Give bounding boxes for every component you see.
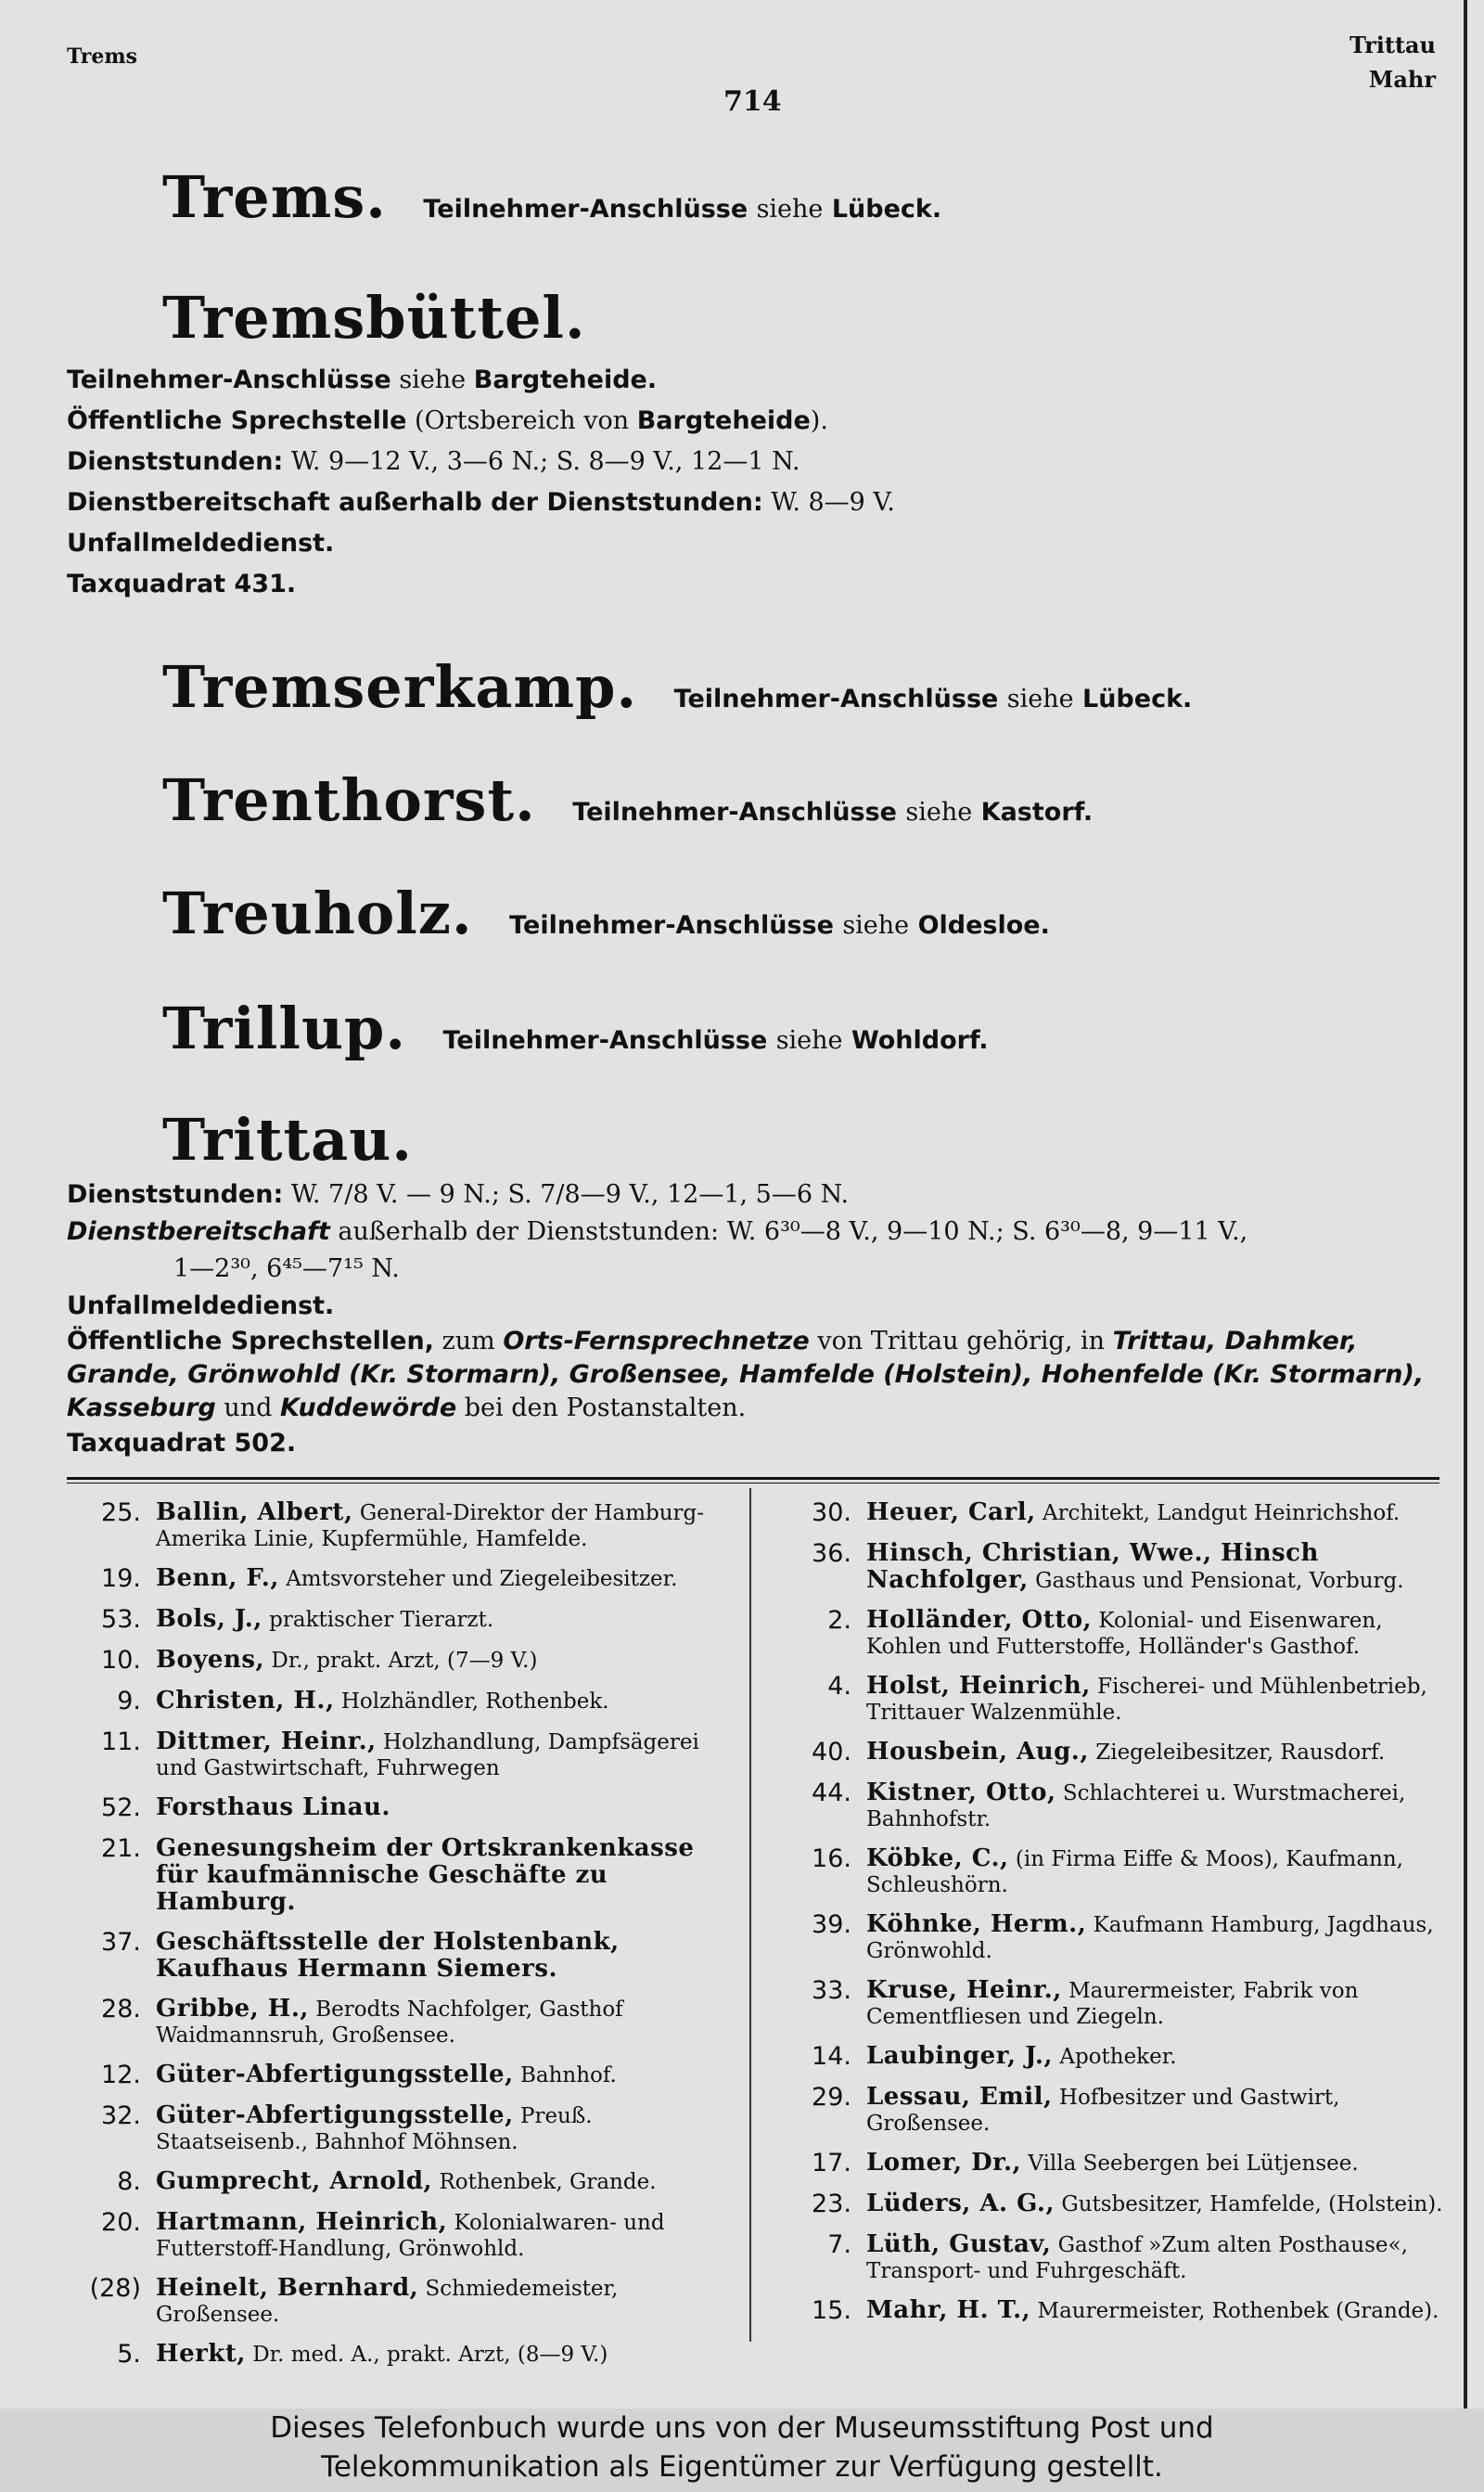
- trittau-info: [67, 1176, 1449, 1462]
- subscriber-name: Heuer, Carl,: [866, 1498, 1036, 1526]
- subscriber-name: Christen, H.,: [156, 1687, 335, 1715]
- subscriber-number: 5.: [117, 2340, 141, 2369]
- info-line: Taxquadrat 502.: [67, 1429, 297, 1458]
- subscriber-name: Hartmann, Heinrich,: [156, 2208, 448, 2236]
- subscriber-description: Architekt, Landgut Heinrichshof.: [1042, 1501, 1401, 1525]
- subscriber-name: Holst, Heinrich,: [866, 1672, 1091, 1700]
- subscriber-description: Berodts Nachfolger, Gasthof Waidmannsruh, Großensee.: [156, 1997, 623, 2048]
- subscriber-number: 4.: [827, 1672, 851, 1701]
- subscriber-name: Bols, J.,: [156, 1605, 262, 1633]
- subscriber-name: Housbein, Aug.,: [866, 1738, 1089, 1766]
- subscriber-text: [866, 2150, 1445, 2177]
- subscriber-entry: [67, 2209, 735, 2262]
- subscriber-name: Köbke, C.,: [866, 1844, 1009, 1872]
- info-line: Unfallmeldedienst.: [67, 1291, 335, 1320]
- subscriber-entry: [777, 1673, 1445, 1726]
- subscriber-number: 36.: [812, 1539, 851, 1568]
- subscriber-name: Geschäftsstelle der Holstenbank, Kaufhaus Hermann Siemers.: [156, 1928, 620, 1983]
- info-line: Öffentliche Sprechstelle (Ortsbereich von Bargteheide).: [67, 406, 828, 435]
- subscriber-text: [156, 2341, 735, 2368]
- subscriber-name: Benn, F.,: [156, 1564, 279, 1592]
- subscriber-description: General-Direktor der Hamburg-Amerika Linie, Kupfermühle, Hamfelde.: [156, 1501, 705, 1551]
- subscriber-entry: [777, 2084, 1445, 2137]
- subscriber-name: Güter-Abfertigungsstelle,: [156, 2061, 514, 2088]
- subscriber-name: Heinelt, Bernhard,: [156, 2274, 419, 2302]
- subscriber-description: Apotheker.: [1059, 2045, 1177, 2069]
- subscriber-number: 29.: [812, 2083, 851, 2112]
- place-trillup: [162, 995, 989, 1062]
- subscriber-entry: [67, 2168, 735, 2196]
- subscriber-number: 11.: [101, 1728, 141, 1756]
- subscriber-name: Mahr, H. T.,: [866, 2296, 1031, 2324]
- subscriber-entry: [67, 1996, 735, 2049]
- subscriber-text: [866, 1977, 1445, 2030]
- subscriber-number: 17.: [812, 2149, 851, 2177]
- subscriber-text: [156, 2102, 735, 2155]
- subscriber-name: Boyens,: [156, 1646, 265, 1674]
- subscriber-description: Gasthaus und Pensionat, Vorburg.: [1035, 1569, 1404, 1593]
- subscriber-entry: [777, 1499, 1445, 1527]
- subscriber-entry: [777, 1911, 1445, 1964]
- subscriber-number: 30.: [812, 1498, 851, 1527]
- subscriber-name: Hinsch, Christian, Wwe., Hinsch Nachfolger,: [866, 1539, 1319, 1594]
- subscriber-description: Ziegeleibesitzer, Rausdorf.: [1095, 1741, 1386, 1765]
- subscriber-text: [156, 1688, 735, 1715]
- subscriber-number: 16.: [812, 1844, 851, 1873]
- subscriber-list-left: [67, 1499, 735, 2382]
- subscriber-text: [156, 2209, 735, 2262]
- running-head-left: Trems: [67, 45, 138, 69]
- subscriber-description: Gasthof »Zum alten Posthause«, Transport- und Fuhrgeschäft.: [866, 2233, 1408, 2283]
- place-name: Trillup.: [162, 995, 406, 1062]
- subscriber-description: praktischer Tierarzt.: [269, 1608, 494, 1632]
- subscriber-number: 40.: [812, 1738, 851, 1766]
- info-line: Taxquadrat 431.: [67, 570, 297, 598]
- place-name: Trittau.: [162, 1106, 413, 1174]
- subscriber-text: [866, 1739, 1445, 1766]
- subscriber-text: [866, 1607, 1445, 1660]
- place-name: Tremserkamp.: [162, 653, 638, 721]
- subscriber-entry: [777, 1845, 1445, 1898]
- running-head-right-bottom: Mahr: [1368, 66, 1436, 94]
- subscriber-number: (28): [89, 2274, 141, 2303]
- subscriber-name: Kistner, Otto,: [866, 1779, 1056, 1806]
- place-note: Teilnehmer-Anschlüsse siehe Lübeck.: [423, 195, 942, 224]
- subscriber-text: [156, 1728, 735, 1781]
- section-rule: [67, 1477, 1439, 1480]
- subscriber-description: Schmiedemeister, Großensee.: [156, 2277, 619, 2327]
- subscriber-entry: [67, 2102, 735, 2155]
- place-name: Trems.: [162, 163, 387, 231]
- subscriber-number: 2.: [827, 1606, 851, 1635]
- subscriber-text: [156, 1996, 735, 2049]
- info-line: Dienstbereitschaft außerhalb der Dienststunden: W. 8—9 V.: [67, 488, 895, 517]
- info-line: 1—2³⁰, 6⁴⁵—7¹⁵ N.: [173, 1254, 400, 1283]
- footer-line-1: Dieses Telefonbuch wurde uns von der Museumsstiftung Post und: [270, 2411, 1214, 2445]
- subscriber-number: 39.: [812, 1910, 851, 1939]
- subscriber-number: 10.: [101, 1646, 141, 1675]
- subscriber-name: Laubinger, J.,: [866, 2042, 1054, 2070]
- subscriber-text: [866, 2297, 1445, 2324]
- subscriber-description: Kolonialwaren- und Futterstoff-Handlung, Grönwohld.: [156, 2211, 665, 2261]
- subscriber-list-right: [777, 1499, 1445, 2338]
- subscriber-text: [156, 1499, 735, 1552]
- place-note: Teilnehmer-Anschlüsse siehe Wohldorf.: [442, 1026, 989, 1055]
- subscriber-name: Dittmer, Heinr.,: [156, 1728, 377, 1755]
- subscriber-name: Gumprecht, Arnold,: [156, 2167, 433, 2195]
- info-paragraph: Öffentliche Sprechstellen, zum Orts-Fernsprechnetze von Trittau gehörig, in Trittau, Dahmker, Grande, Grönwohld (Kr. Stormarn), Großensee, Hamfelde (Holstein), Hohenfelde (Kr. Stormarn), Kasseburg und Kuddewörde bei den Postanstalten.: [67, 1327, 1425, 1422]
- subscriber-number: 21.: [101, 1834, 141, 1863]
- subscriber-number: 33.: [812, 1976, 851, 2005]
- subscriber-number: 14.: [812, 2042, 851, 2071]
- subscriber-text: [156, 2062, 735, 2088]
- subscriber-entry: [67, 1688, 735, 1715]
- section-rule-thin: [67, 1483, 1439, 1484]
- place-tremserkamp: [162, 653, 1192, 721]
- subscriber-name: Lüders, A. G.,: [866, 2190, 1055, 2217]
- subscriber-number: 20.: [101, 2208, 141, 2237]
- subscriber-description: Bahnhof.: [519, 2063, 617, 2087]
- info-line: Dienststunden: W. 9—12 V., 3—6 N.; S. 8—9 V., 12—1 N.: [67, 447, 800, 476]
- subscriber-number: 25.: [101, 1498, 141, 1527]
- subscriber-number: 52.: [101, 1793, 141, 1822]
- place-note: Teilnehmer-Anschlüsse siehe Kastorf.: [572, 798, 1094, 827]
- subscriber-text: [156, 2275, 735, 2328]
- subscriber-text: [866, 1540, 1445, 1594]
- subscriber-entry: [67, 1606, 735, 1634]
- place-trems: [162, 163, 941, 231]
- subscriber-number: 53.: [101, 1605, 141, 1634]
- subscriber-description: Maurermeister, Rothenbek (Grande).: [1037, 2299, 1439, 2323]
- subscriber-name: Holländer, Otto,: [866, 1606, 1093, 1634]
- subscriber-text: [866, 1779, 1445, 1832]
- subscriber-entry: [777, 2297, 1445, 2325]
- subscriber-text: [156, 1794, 735, 1821]
- subscriber-name: Lomer, Dr.,: [866, 2149, 1022, 2177]
- subscriber-number: 12.: [101, 2061, 141, 2089]
- subscriber-entry: [777, 2190, 1445, 2218]
- subscriber-number: 8.: [117, 2167, 141, 2196]
- subscriber-entry: [777, 2043, 1445, 2071]
- subscriber-name: Herkt,: [156, 2340, 246, 2368]
- subscriber-number: 28.: [101, 1995, 141, 2023]
- subscriber-entry: [67, 2275, 735, 2328]
- subscriber-name: Güter-Abfertigungsstelle,: [156, 2101, 514, 2129]
- info-line: Dienststunden: W. 7/8 V. — 9 N.; S. 7/8—9 V., 12—1, 5—6 N.: [67, 1180, 850, 1209]
- subscriber-text: [156, 1565, 735, 1592]
- page-edge-shadow: [1464, 0, 1467, 2409]
- subscriber-description: Gutsbesitzer, Hamfelde, (Holstein).: [1061, 2192, 1443, 2216]
- info-line: Dienstbereitschaft außerhalb der Dienststunden: W. 6³⁰—8 V., 9—10 N.; S. 6³⁰—8, 9—11 V.,: [67, 1217, 1248, 1246]
- place-trittau: [162, 1106, 413, 1174]
- tremsbuettel-info: [67, 360, 1449, 605]
- subscriber-description: Amtsvorsteher und Ziegeleibesitzer.: [286, 1567, 678, 1591]
- column-divider: [749, 1488, 751, 2342]
- subscriber-number: 7.: [827, 2230, 851, 2259]
- subscriber-entry: [67, 1929, 735, 1983]
- place-treuholz: [162, 880, 1050, 947]
- subscriber-description: Kolonial- und Eisenwaren, Kohlen und Futterstoffe, Holländer's Gasthof.: [866, 1609, 1383, 1659]
- subscriber-text: [156, 1647, 735, 1674]
- subscriber-text: [866, 2084, 1445, 2137]
- subscriber-entry: [777, 2231, 1445, 2284]
- subscriber-entry: [777, 1607, 1445, 1660]
- subscriber-description: Preuß. Staatseisenb., Bahnhof Möhnsen.: [156, 2104, 593, 2154]
- subscriber-text: [866, 1499, 1445, 1526]
- subscriber-entry: [777, 1779, 1445, 1832]
- place-note: Teilnehmer-Anschlüsse siehe Oldesloe.: [509, 911, 1050, 940]
- subscriber-number: 37.: [101, 1928, 141, 1957]
- page-number: 714: [723, 85, 782, 118]
- running-head-right-top: Trittau: [1349, 32, 1436, 58]
- subscriber-entry: [67, 2062, 735, 2089]
- subscriber-entry: [67, 1499, 735, 1552]
- subscriber-description: (in Firma Eiffe & Moos), Kaufmann, Schleushörn.: [866, 1847, 1403, 1897]
- subscriber-text: [866, 2043, 1445, 2070]
- subscriber-description: Villa Seebergen bei Lütjensee.: [1028, 2152, 1359, 2176]
- running-head-right: [1350, 28, 1436, 96]
- subscriber-entry: [67, 1728, 735, 1781]
- subscriber-description: Maurermeister, Fabrik von Cementfliesen und Ziegeln.: [866, 1979, 1359, 2029]
- subscriber-name: Gribbe, H.,: [156, 1995, 309, 2023]
- subscriber-text: [866, 1673, 1445, 1726]
- subscriber-text: [866, 2231, 1445, 2284]
- subscriber-entry: [777, 1739, 1445, 1766]
- subscriber-entry: [67, 1794, 735, 1822]
- subscriber-description: Holzhändler, Rothenbek.: [340, 1689, 609, 1714]
- subscriber-entry: [777, 1540, 1445, 1594]
- subscriber-number: 15.: [812, 2296, 851, 2325]
- subscriber-text: [866, 1845, 1445, 1898]
- subscriber-number: 23.: [812, 2190, 851, 2218]
- place-name: Tremsbüttel.: [162, 284, 586, 352]
- footer-notice: [0, 2409, 1484, 2492]
- subscriber-name: Forsthaus Linau.: [156, 1793, 390, 1821]
- subscriber-entry: [67, 1647, 735, 1675]
- subscriber-number: 9.: [117, 1687, 141, 1715]
- subscriber-number: 44.: [812, 1779, 851, 1807]
- place-note: Teilnehmer-Anschlüsse siehe Lübeck.: [673, 685, 1193, 713]
- subscriber-number: 32.: [101, 2101, 141, 2130]
- subscriber-name: Lessau, Emil,: [866, 2083, 1053, 2111]
- subscriber-entry: [67, 2341, 735, 2369]
- subscriber-description: Dr., prakt. Arzt, (7—9 V.): [271, 1649, 538, 1673]
- place-trenthorst: [162, 766, 1093, 834]
- subscriber-entry: [777, 2150, 1445, 2177]
- subscriber-text: [156, 1606, 735, 1633]
- info-line: Unfallmeldedienst.: [67, 529, 335, 558]
- subscriber-description: Rothenbek, Grande.: [439, 2170, 657, 2194]
- subscriber-name: Lüth, Gustav,: [866, 2230, 1052, 2258]
- subscriber-description: Fischerei- und Mühlenbetrieb, Trittauer Walzenmühle.: [866, 1675, 1427, 1725]
- subscriber-text: [156, 2168, 735, 2195]
- subscriber-entry: [67, 1835, 735, 1916]
- subscriber-text: [866, 1911, 1445, 1964]
- subscriber-name: Kruse, Heinr.,: [866, 1976, 1062, 2004]
- subscriber-description: Dr. med. A., prakt. Arzt, (8—9 V.): [252, 2343, 608, 2367]
- place-tremsbuettel: [162, 284, 586, 352]
- footer-line-2: Telekommunikation als Eigentümer zur Verfügung gestellt.: [321, 2450, 1163, 2484]
- subscriber-entry: [67, 1565, 735, 1593]
- subscriber-name: Ballin, Albert,: [156, 1498, 353, 1526]
- subscriber-text: [156, 1835, 735, 1916]
- place-name: Trenthorst.: [162, 766, 536, 834]
- info-line: Teilnehmer-Anschlüsse siehe Bargteheide.: [67, 366, 658, 394]
- subscriber-text: [866, 2190, 1445, 2217]
- subscriber-number: 19.: [101, 1564, 141, 1593]
- subscriber-description: Hofbesitzer und Gastwirt, Großensee.: [866, 2086, 1340, 2136]
- place-name: Treuholz.: [162, 880, 473, 947]
- subscriber-description: Schlachterei u. Wurstmacherei, Bahnhofstr.: [866, 1781, 1406, 1831]
- subscriber-description: Kaufmann Hamburg, Jagdhaus, Grönwohld.: [866, 1913, 1434, 1963]
- subscriber-name: Genesungsheim der Ortskrankenkasse für kaufmännische Geschäfte zu Hamburg.: [156, 1834, 695, 1916]
- subscriber-description: Holzhandlung, Dampfsägerei und Gastwirtschaft, Fuhrwegen: [156, 1730, 699, 1780]
- subscriber-name: Köhnke, Herm.,: [866, 1910, 1087, 1938]
- subscriber-text: [156, 1929, 735, 1983]
- subscriber-entry: [777, 1977, 1445, 2030]
